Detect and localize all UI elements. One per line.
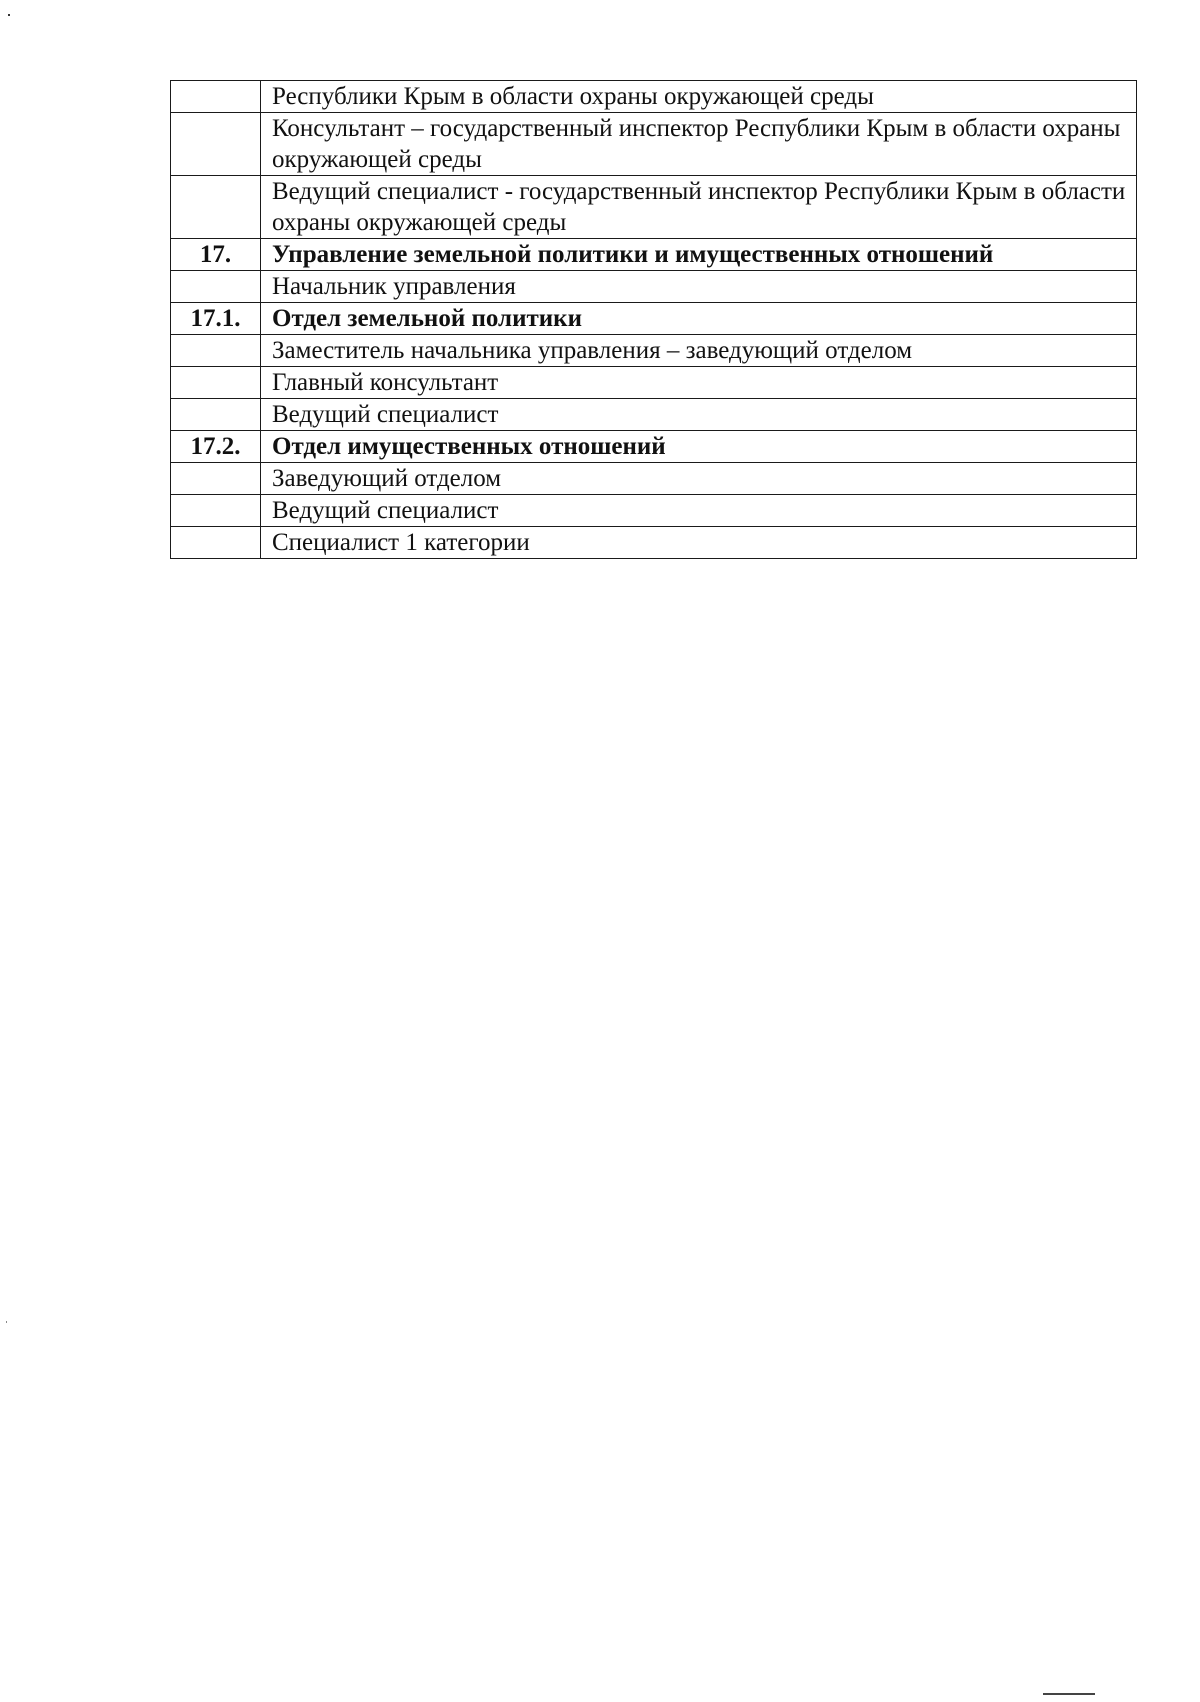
row-position: Заведующий отделом	[261, 463, 1137, 495]
row-position: Начальник управления	[261, 271, 1137, 303]
table-row	[171, 367, 1137, 399]
row-position: Ведущий специалист	[261, 495, 1137, 527]
row-number	[171, 495, 261, 527]
row-number: 17.2.	[171, 431, 261, 463]
row-number	[171, 271, 261, 303]
row-number	[171, 399, 261, 431]
row-number	[171, 527, 261, 559]
scan-edge-mark	[1043, 1693, 1095, 1695]
row-section-title: Отдел имущественных отношений	[261, 431, 1137, 463]
table-row-section	[171, 431, 1137, 463]
row-position: Республики Крым в области охраны окружающей среды	[261, 81, 1137, 113]
row-position: Консультант – государственный инспектор Республики Крым в области охраны окружающей среды	[261, 113, 1137, 176]
staff-table	[170, 80, 1137, 559]
table-row-section	[171, 303, 1137, 335]
row-number	[171, 81, 261, 113]
row-section-title: Отдел земельной политики	[261, 303, 1137, 335]
scan-speck	[8, 14, 10, 16]
table-row	[171, 176, 1137, 239]
row-number: 17.	[171, 239, 261, 271]
table-row-section	[171, 239, 1137, 271]
table-row	[171, 527, 1137, 559]
row-number	[171, 463, 261, 495]
row-number	[171, 367, 261, 399]
table-row	[171, 495, 1137, 527]
row-section-title: Управление земельной политики и имущественных отношений	[261, 239, 1137, 271]
row-position: Ведущий специалист	[261, 399, 1137, 431]
row-position: Ведущий специалист - государственный инспектор Республики Крым в области охраны окружающей среды	[261, 176, 1137, 239]
table-row	[171, 463, 1137, 495]
row-position: Заместитель начальника управления – заведующий отделом	[261, 335, 1137, 367]
table-row	[171, 113, 1137, 176]
scan-speck	[6, 1321, 7, 1323]
row-number: 17.1.	[171, 303, 261, 335]
row-number	[171, 113, 261, 176]
table-row	[171, 335, 1137, 367]
table-row	[171, 399, 1137, 431]
row-position: Специалист 1 категории	[261, 527, 1137, 559]
table-row	[171, 271, 1137, 303]
row-number	[171, 176, 261, 239]
row-position: Главный консультант	[261, 367, 1137, 399]
table-row	[171, 81, 1137, 113]
row-number	[171, 335, 261, 367]
